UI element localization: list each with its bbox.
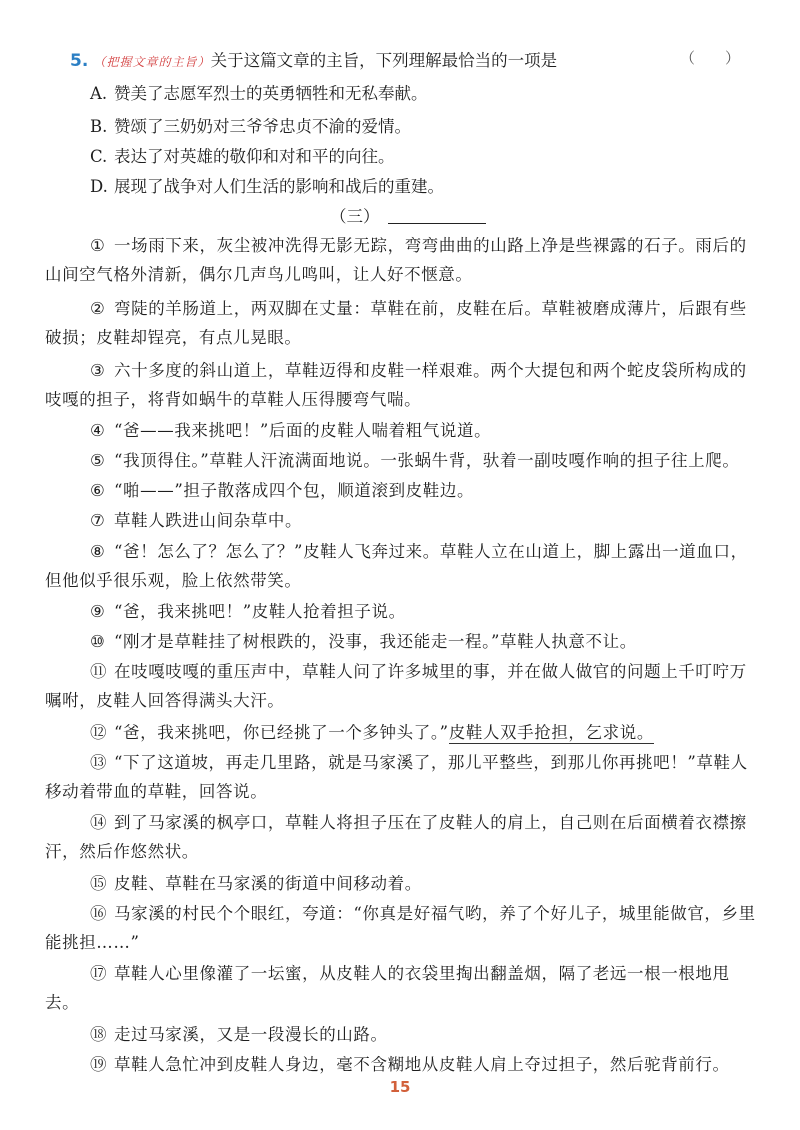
paragraph-text: 草鞋人心里像灌了一坛蜜，从皮鞋人的衣袋里掏出翻盖烟，隔了老远一根一根地甩去。: [45, 964, 730, 1012]
paragraph-number: ⑰: [90, 964, 108, 983]
paragraph-text: 弯陡的羊肠道上，两双脚在丈量：草鞋在前，皮鞋在后。草鞋被磨成薄片，后跟有些破损；皮鞋却锃亮，有点儿晃眼。: [45, 299, 747, 347]
paragraph-9: [45, 597, 760, 626]
paragraph-8: [45, 537, 760, 595]
paragraph-13: [45, 748, 760, 806]
paragraph-number: ⑯: [90, 904, 108, 923]
option-b: [90, 113, 411, 137]
paragraph-19: [45, 1050, 760, 1079]
paragraph-text: 到了马家溪的枫亭口，草鞋人将担子压在了皮鞋人的肩上，自己则在后面横着衣襟擦汗，然后作悠然状。: [45, 813, 747, 861]
paragraph-text: 走过马家溪，又是一段漫长的山路。: [114, 1025, 388, 1044]
paragraph-text: “爸，我来挑吧！”皮鞋人抢着担子说。: [114, 602, 406, 621]
option-c: [90, 143, 395, 167]
paragraph-15: [45, 869, 760, 898]
paragraph-16: [45, 899, 760, 957]
paragraph-text: “下了这道坡，再走几里路，就是马家溪了，那儿平整些，到那儿你再挑吧！”草鞋人移动着带血的草鞋，回答说。: [45, 753, 748, 801]
paragraph-text: “爸！怎么了？怎么了？”皮鞋人飞奔过来。草鞋人立在山道上，脚上露出一道血口，但他似乎很乐观，脸上依然带笑。: [45, 542, 748, 590]
paragraph-number: ⑮: [90, 874, 108, 893]
paragraph-number: ⑬: [90, 753, 108, 772]
paragraph-12: [45, 718, 760, 747]
paragraph-number: ③: [90, 361, 106, 380]
paragraph-number: ⑥: [90, 481, 106, 500]
paragraph-number: ⑩: [90, 632, 106, 651]
paragraph-14: [45, 808, 760, 866]
paragraph-number: ⑦: [90, 511, 106, 530]
paragraph-number: ⑧: [90, 542, 106, 561]
paragraph-text: “我顶得住。”草鞋人汗流满面地说。一张蜗牛背，驮着一副吱嘎作响的担子往上爬。: [114, 451, 740, 470]
paragraph-17: [45, 959, 760, 1017]
paragraph-10: [45, 627, 760, 656]
section-label: （三）: [330, 207, 380, 226]
paragraph-text: 草鞋人跌进山间杂草中。: [114, 511, 303, 530]
paragraph-number: ⑤: [90, 451, 106, 470]
paragraph-6: [45, 476, 760, 505]
paragraph-text: 草鞋人急忙冲到皮鞋人身边，毫不含糊地从皮鞋人肩上夺过担子，然后驼背前行。: [114, 1055, 730, 1074]
paragraph-text: 在吱嘎吱嘎的重压声中，草鞋人问了许多城里的事，并在做人做官的问题上千叮咛万嘱咐，皮鞋人回答得满头大汗。: [45, 662, 747, 710]
question-text: 关于这篇文章的主旨，下列理解最恰当的一项是: [210, 51, 558, 70]
option-text: 展现了战争对人们生活的影响和战后的重建。: [114, 177, 444, 196]
paragraph-5: [45, 446, 760, 475]
paragraph-text: 马家溪的村民个个眼红，夸道：“你真是好福气哟，养了个好儿子，城里能做官，乡里能挑担……”: [45, 904, 756, 952]
title-blank: [388, 207, 486, 224]
question-5: [70, 47, 770, 75]
paragraph-text: 一场雨下来，灰尘被冲洗得无影无踪，弯弯曲曲的山路上净是些裸露的石子。雨后的山间空气格外清新，偶尔几声鸟儿鸣叫，让人好不惬意。: [45, 236, 747, 284]
question-number: 5.: [70, 51, 89, 71]
option-text: 表达了对英雄的敬仰和对和平的向往。: [114, 147, 395, 166]
paragraph-number: ②: [90, 299, 106, 318]
option-letter: C.: [90, 147, 108, 166]
paragraph-text: “刚才是草鞋挂了树根跌的，没事，我还能走一程。”草鞋人执意不让。: [114, 632, 637, 651]
paragraph-number: ⑨: [90, 602, 106, 621]
option-text: 赞颂了三奶奶对三爷爷忠贞不渝的爱情。: [114, 117, 411, 136]
option-letter: D.: [90, 177, 108, 196]
paragraph-text: “爸——我来挑吧！”后面的皮鞋人喘着粗气说道。: [114, 421, 492, 440]
paragraph-18: [45, 1020, 760, 1049]
option-a: [90, 80, 428, 104]
paragraph-2: [45, 294, 760, 352]
page-number: 15: [389, 1078, 411, 1096]
paragraph-11: [45, 657, 760, 715]
option-letter: A.: [90, 84, 108, 103]
paragraph-text: 皮鞋、草鞋在马家溪的街道中间移动着。: [114, 874, 422, 893]
paragraph-1: [45, 231, 760, 289]
paragraph-number: ①: [90, 236, 106, 255]
paragraph-7: [45, 506, 760, 535]
underlined-sentence: 皮鞋人双手抢担，乞求说。: [448, 723, 654, 742]
paragraph-number: ⑪: [90, 662, 108, 681]
paragraph-text: “啪——”担子散落成四个包，顺道滚到皮鞋边。: [114, 481, 475, 500]
question-tag: （把握文章的主旨）: [93, 55, 211, 69]
answer-blank: （ ）: [680, 49, 741, 67]
section-title: [330, 203, 486, 227]
option-text: 赞美了志愿军烈士的英勇牺牲和无私奉献。: [114, 84, 428, 103]
paragraph-number: ⑱: [90, 1025, 108, 1044]
option-d: [90, 173, 444, 197]
option-letter: B.: [90, 117, 108, 136]
paragraph-3: [45, 356, 760, 414]
paragraph-4: [45, 416, 760, 445]
paragraph-text: 六十多度的斜山道上，草鞋迈得和皮鞋一样艰难。两个大提包和两个蛇皮袋所构成的吱嘎的担子，将背如蜗牛的草鞋人压得腰弯气喘。: [45, 361, 747, 409]
paragraph-number: ⑫: [90, 723, 108, 742]
paragraph-number: ⑭: [90, 813, 108, 832]
paragraph-text: “爸，我来挑吧，你已经挑了一个多钟头了。”: [114, 723, 449, 742]
paragraph-number: ④: [90, 421, 106, 440]
paragraph-number: ⑲: [90, 1055, 108, 1074]
